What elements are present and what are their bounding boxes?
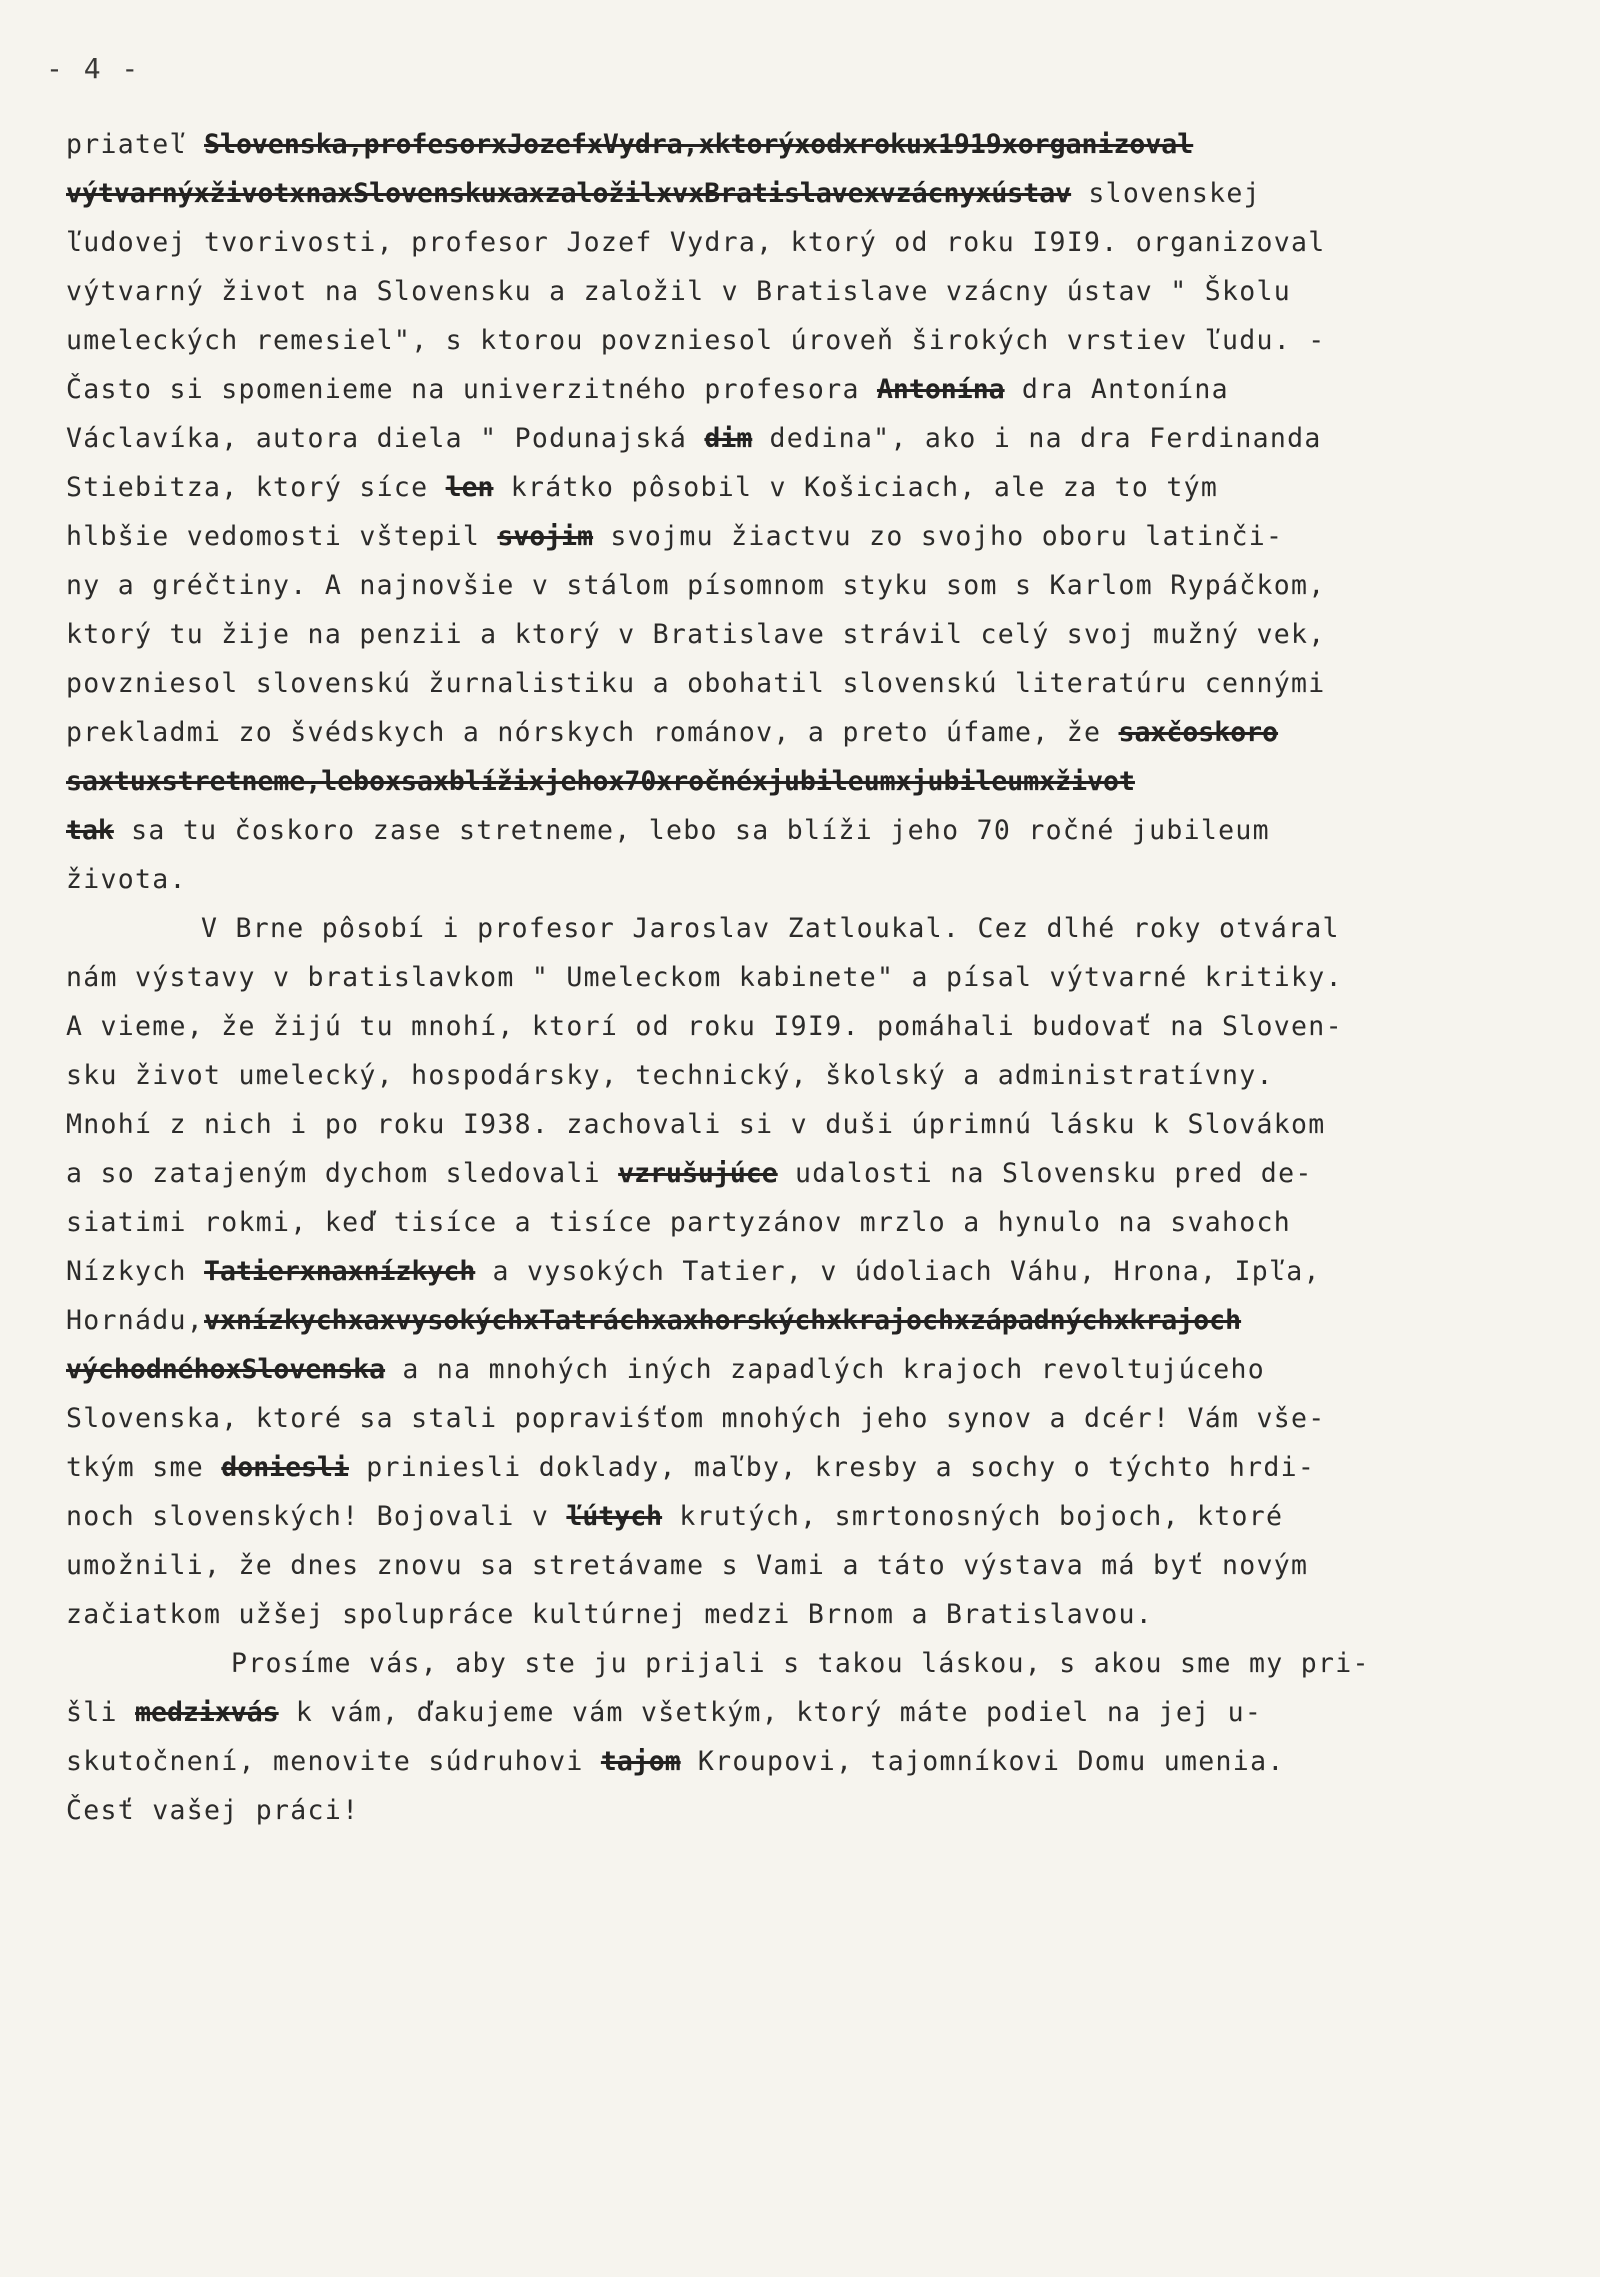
typed-text: života. (66, 864, 187, 895)
struck-over-text: doniesli (221, 1452, 349, 1483)
text-line (66, 218, 1566, 267)
typed-text: krutých, smrtonosných bojoch, ktoré (662, 1501, 1284, 1532)
text-line (66, 169, 1566, 218)
typed-text: výtvarný život na Slovensku a založil v Bratislave vzácny ústav " Školu (66, 276, 1292, 307)
typed-text: dedina", ako i na dra Ferdinanda (752, 423, 1322, 454)
typed-text: sa tu čoskoro zase stretneme, lebo sa blíži jeho 70 ročné jubileum (113, 815, 1270, 846)
typed-text: Hornádu, (66, 1305, 205, 1336)
typed-text: ľudovej tvorivosti, profesor Jozef Vydra, ktorý od roku I9I9. organizoval (66, 227, 1326, 258)
typed-text: Prosíme vás, aby ste ju prijali s takou láskou, s akou sme my pri- (231, 1648, 1370, 1679)
typed-text: začiatkom užšej spolupráce kultúrnej medzi Brnom a Bratislavou. (66, 1599, 1154, 1630)
text-line (66, 365, 1566, 414)
typed-text: ktorý tu žije na penzii a ktorý v Bratislave strávil celý svoj mužný vek, (66, 619, 1326, 650)
typed-text: priateľ (66, 129, 205, 160)
text-line (66, 512, 1566, 561)
struck-over-text: Tatierxnaxnízkych (204, 1256, 476, 1287)
typed-text: a so zatajeným dychom sledovali (66, 1158, 619, 1189)
struck-over-text: len (445, 472, 494, 503)
text-line (66, 463, 1566, 512)
typed-text: V Brne pôsobí i profesor Jaroslav Zatloukal. Cez dlhé roky otváral (201, 913, 1340, 944)
struck-over-text: dim (704, 423, 753, 454)
struck-over-text: Antonína (876, 374, 1005, 405)
text-line (66, 904, 1566, 953)
text-line (66, 1394, 1566, 1443)
text-line (66, 1639, 1566, 1688)
text-line (66, 1492, 1566, 1541)
text-line (66, 855, 1566, 904)
struck-over-text: východnéhoxSlovenska (66, 1354, 386, 1385)
typed-text: umeleckých remesiel", s ktorou povzniesol úroveň širokých vrstiev ľudu. - (66, 325, 1326, 356)
typed-text: šli (66, 1697, 136, 1728)
text-line (66, 561, 1566, 610)
text-line (66, 806, 1566, 855)
text-line (66, 1345, 1566, 1394)
text-line (66, 1296, 1566, 1345)
typed-text: dra Antonína (1004, 374, 1229, 405)
typed-text: prekladmi zo švédskych a nórskych románov, a preto úfame, že (66, 717, 1119, 748)
typed-text: Kroupovi, tajomníkovi Domu umenia. (680, 1746, 1285, 1777)
text-line (66, 1541, 1566, 1590)
typed-text: sku život umelecký, hospodársky, technický, školský a administratívny. (66, 1060, 1274, 1091)
text-line (66, 659, 1566, 708)
text-line (66, 1786, 1566, 1835)
typed-text: povzniesol slovenskú žurnalistiku a obohatil slovenskú literatúru cennými (66, 668, 1326, 699)
typed-text: Slovenska, ktoré sa stali popraviśťom mnohých jeho synov a dcér! Vám vše- (66, 1403, 1326, 1434)
text-line (66, 1737, 1566, 1786)
text-line (66, 1002, 1566, 1051)
typed-letter-body (66, 120, 1566, 1835)
struck-over-text: medzixvás (135, 1697, 279, 1728)
typed-text: slovenskej (1071, 178, 1261, 209)
typed-text: krátko pôsobil v Košiciach, ale za to tým (493, 472, 1219, 503)
text-line (66, 1688, 1566, 1737)
struck-over-text: výtvarnýxživotxnaxSlovenskuxaxzaložilxvxBratislavexvzácnyxústav (66, 178, 1072, 209)
typed-text: a vysokých Tatier, v údoliach Váhu, Hrona, Ipľa, (475, 1256, 1321, 1287)
text-line (66, 1443, 1566, 1492)
typed-text: ny a gréčtiny. A najnovšie v stálom písomnom styku som s Karlom Rypáčkom, (66, 570, 1326, 601)
typed-text: priniesli doklady, maľby, kresby a sochy o týchto hrdi- (348, 1452, 1316, 1483)
typed-text: udalosti na Slovensku pred de- (777, 1158, 1313, 1189)
typed-text: tkým sme (66, 1452, 222, 1483)
typed-text: Často si spomenieme na univerzitného profesora (66, 374, 877, 405)
typed-text: nám výstavy v bratislavkom " Umeleckom kabinete" a písal výtvarné kritiky. (66, 962, 1343, 993)
struck-over-text: svojim (497, 521, 594, 552)
typed-text: siatimi rokmi, keď tisíce a tisíce partyzánov mrzlo a hynulo na svahoch (66, 1207, 1292, 1238)
struck-over-text: Slovenska,profesorxJozefxVydra,xktorýxodxrokux1919xorganizoval (204, 129, 1194, 160)
typed-text: noch slovenských! Bojovali v (66, 1501, 567, 1532)
struck-over-text: saxtuxstretneme,leboxsaxblížixjehox70xročnéxjubileumxjubileumxživot (66, 766, 1135, 797)
text-line (66, 1590, 1566, 1639)
text-line (66, 757, 1566, 806)
typed-text: skutočnení, menovite súdruhovi (66, 1746, 601, 1777)
text-line (66, 1051, 1566, 1100)
text-line (66, 267, 1566, 316)
typed-text: umožnili, že dnes znovu sa stretávame s Vami a táto výstava má byť novým (66, 1550, 1309, 1581)
struck-over-text: ľútych (566, 1501, 663, 1532)
struck-over-text: saxčoskoro (1118, 717, 1279, 748)
text-line (66, 316, 1566, 365)
text-line (66, 708, 1566, 757)
text-line (66, 1198, 1566, 1247)
text-line (66, 1100, 1566, 1149)
struck-over-text: vzrušujúce (618, 1158, 778, 1189)
typed-text: a na mnohých iných zapadlých krajoch revoltujúceho (385, 1354, 1266, 1385)
struck-over-text: tajom (600, 1746, 681, 1777)
typed-text: Nízkych (66, 1256, 205, 1287)
typed-text: Václavíka, autora diela " Podunajská (66, 423, 705, 454)
typed-text: svojmu žiactvu zo svojho oboru latinči- (593, 521, 1284, 552)
text-line (66, 953, 1566, 1002)
text-line (66, 1247, 1566, 1296)
text-line (66, 120, 1566, 169)
page-number: - 4 - (46, 52, 141, 85)
typed-text: Česť vašej práci! (66, 1795, 360, 1826)
text-line (66, 610, 1566, 659)
typed-text: k vám, ďakujeme vám všetkým, ktorý máte podiel na jej u- (278, 1697, 1263, 1728)
typed-text: Stiebitza, ktorý síce (66, 472, 446, 503)
text-line (66, 1149, 1566, 1198)
struck-over-text: tak (66, 815, 114, 846)
typed-text: hlbšie vedomosti vštepil (66, 521, 498, 552)
typed-text: A vieme, že žijú tu mnohí, ktorí od roku I9I9. pomáhali budovať na Sloven- (66, 1011, 1343, 1042)
typed-text: Mnohí z nich i po roku I938. zachovali si v duši úprimnú lásku k Slovákom (66, 1109, 1326, 1140)
struck-over-text: vxnízkychxaxvysokýchxTatráchxaxhorskýchxkrajochxzápadnýchxkrajoch (204, 1305, 1242, 1336)
text-line (66, 414, 1566, 463)
